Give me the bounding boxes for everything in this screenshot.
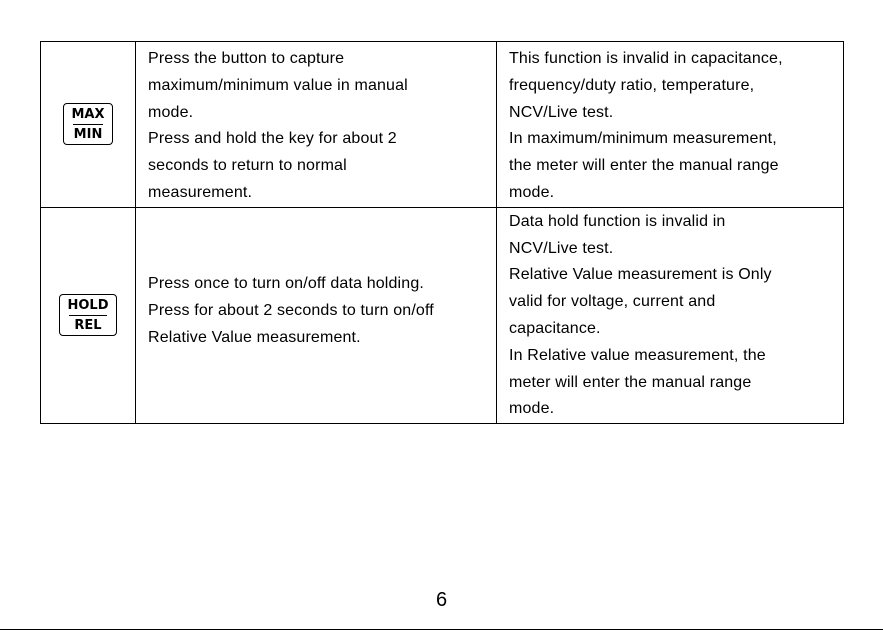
note-line: Data hold function is invalid in: [509, 212, 726, 230]
note-line: In Relative value measurement, the: [509, 346, 766, 364]
notes-cell: [497, 42, 844, 208]
note-line: NCV/Live test.: [509, 103, 614, 121]
description-line: maximum/minimum value in manual: [148, 76, 408, 94]
key-divider: [69, 315, 106, 316]
note-line: meter will enter the manual range: [509, 373, 752, 391]
note-line: frequency/duty ratio, temperature,: [509, 76, 755, 94]
note-line: Relative Value measurement is Only: [509, 266, 772, 284]
note-line: the meter will enter the manual range: [509, 157, 779, 175]
notes-text: [497, 208, 843, 423]
page-number: 6: [435, 589, 448, 611]
bottom-divider: [0, 629, 883, 630]
description-line: Press the button to capture: [148, 50, 345, 67]
note-line: In maximum/minimum measurement,: [509, 130, 777, 148]
max-min-key-icon: [63, 103, 112, 145]
hold-rel-key-icon: [59, 294, 116, 336]
table-row-hold-rel: [41, 207, 844, 423]
note-line: capacitance.: [509, 319, 601, 337]
description-cell: [136, 42, 497, 208]
note-line: mode.: [509, 183, 555, 201]
notes-cell: [497, 207, 844, 423]
description-line: mode.: [148, 103, 194, 121]
table-row-max-min: [41, 42, 844, 208]
description-line: measurement.: [148, 183, 253, 201]
description-line: seconds to return to normal: [148, 157, 347, 175]
description-line: Relative Value measurement.: [148, 328, 361, 346]
key-icon-cell: [41, 42, 136, 208]
description-text: [136, 42, 496, 207]
description-line: Press once to turn on/off data holding.: [148, 275, 424, 293]
function-key-table: [40, 41, 844, 424]
description-text: [136, 271, 496, 351]
notes-text: [497, 42, 843, 207]
description-line: Press and hold the key for about 2: [148, 130, 397, 148]
key-top-label: MAX: [71, 107, 105, 123]
key-icon-cell: [41, 207, 136, 423]
key-bottom-label: REL: [74, 318, 102, 334]
key-top-label: HOLD: [67, 298, 109, 314]
note-line: This function is invalid in capacitance,: [509, 50, 783, 67]
description-line: Press for about 2 seconds to turn on/off: [148, 302, 434, 320]
description-cell: [136, 207, 497, 423]
note-line: NCV/Live test.: [509, 239, 614, 257]
note-line: valid for voltage, current and: [509, 293, 716, 311]
note-line: mode.: [509, 400, 555, 418]
key-bottom-label: MIN: [73, 127, 103, 143]
key-divider: [73, 124, 102, 125]
